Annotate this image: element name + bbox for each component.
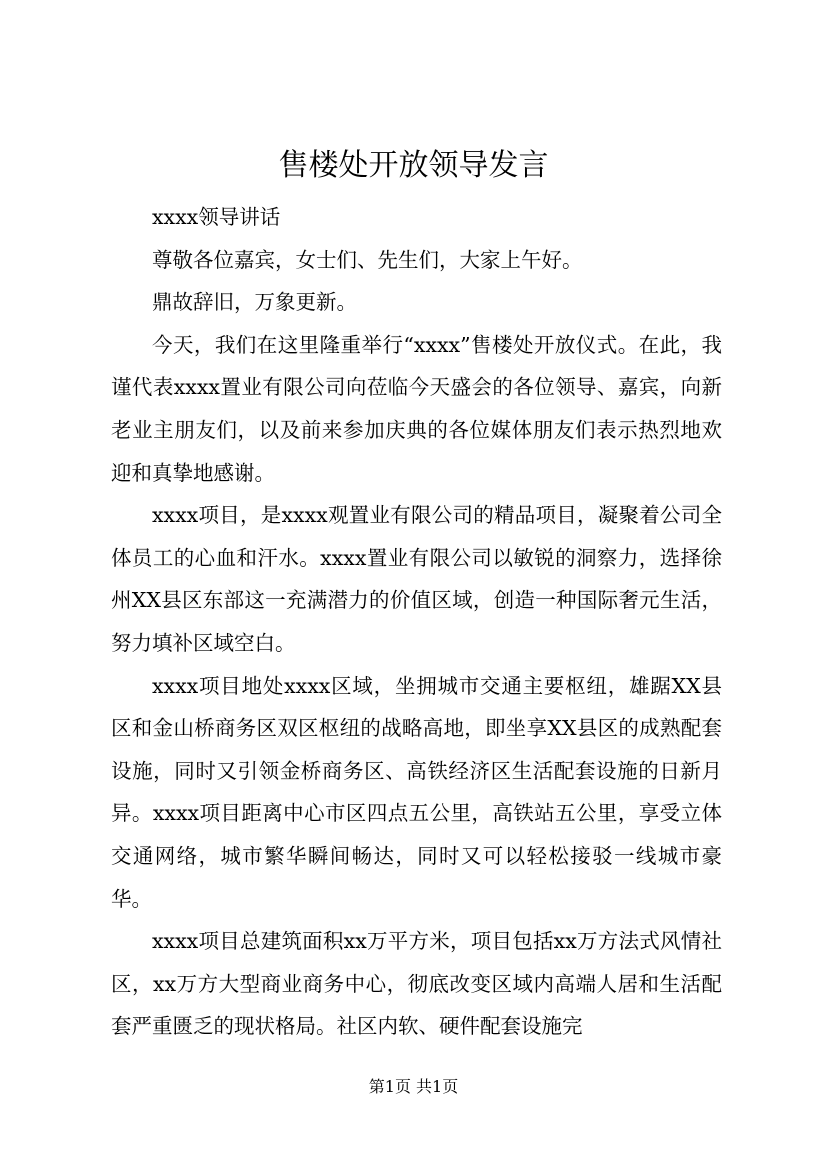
paragraph-salutation-header: xxxx领导讲话	[152, 205, 281, 229]
document-title: 售楼处开放领导发言	[278, 148, 549, 183]
page-footer: 第1页 共1页	[368, 1077, 459, 1096]
paragraph-greeting: 尊敬各位嘉宾，女士们、先生们，大家上午好。	[152, 247, 583, 272]
paragraph-opening: 鼎故辞旧，万象更新。	[152, 290, 357, 315]
paragraph-project-location: xxxx项目地处xxxx区域，坐拥城市交通主要枢纽，雄踞XX县区和金山桥商务区双区枢纽的战略高地，即坐享XX县区的成熟配套设施，同时又引领金桥商务区、高铁经济区生活配套设施的日新月异。xxxx项目距离中心市区四点五公里，高铁站五公里，享受立体交通网络，城市繁华瞬间畅达，同时又可以轻松接驳一线城市豪华。	[111, 673, 722, 911]
document-body	[111, 196, 722, 1048]
paragraph-project-intro: xxxx项目，是xxxx观置业有限公司的精品项目，凝聚着公司全体员工的心血和汗水。xxxx置业有限公司以敏锐的洞察力，选择徐州XX县区东部这一充满潜力的价值区域，创造一种国际奢元生活，努力填补区域空白。	[111, 503, 722, 655]
paragraph-ceremony: 今天，我们在这里隆重举行“xxxx”售楼处开放仪式。在此，我谨代表xxxx置业有限公司向莅临今天盛会的各位领导、嘉宾，向新老业主朋友们，以及前来参加庆典的各位媒体朋友们表示热烈地欢迎和真挚地感谢。	[111, 332, 722, 485]
paragraph-project-scale: xxxx项目总建筑面积xx万平方米，项目包括xx万方法式风情社区，xx万方大型商业商务中心，彻底改变区域内高端人居和生活配套严重匮乏的现状格局。社区内软、硬件配套设施完	[111, 929, 722, 1039]
